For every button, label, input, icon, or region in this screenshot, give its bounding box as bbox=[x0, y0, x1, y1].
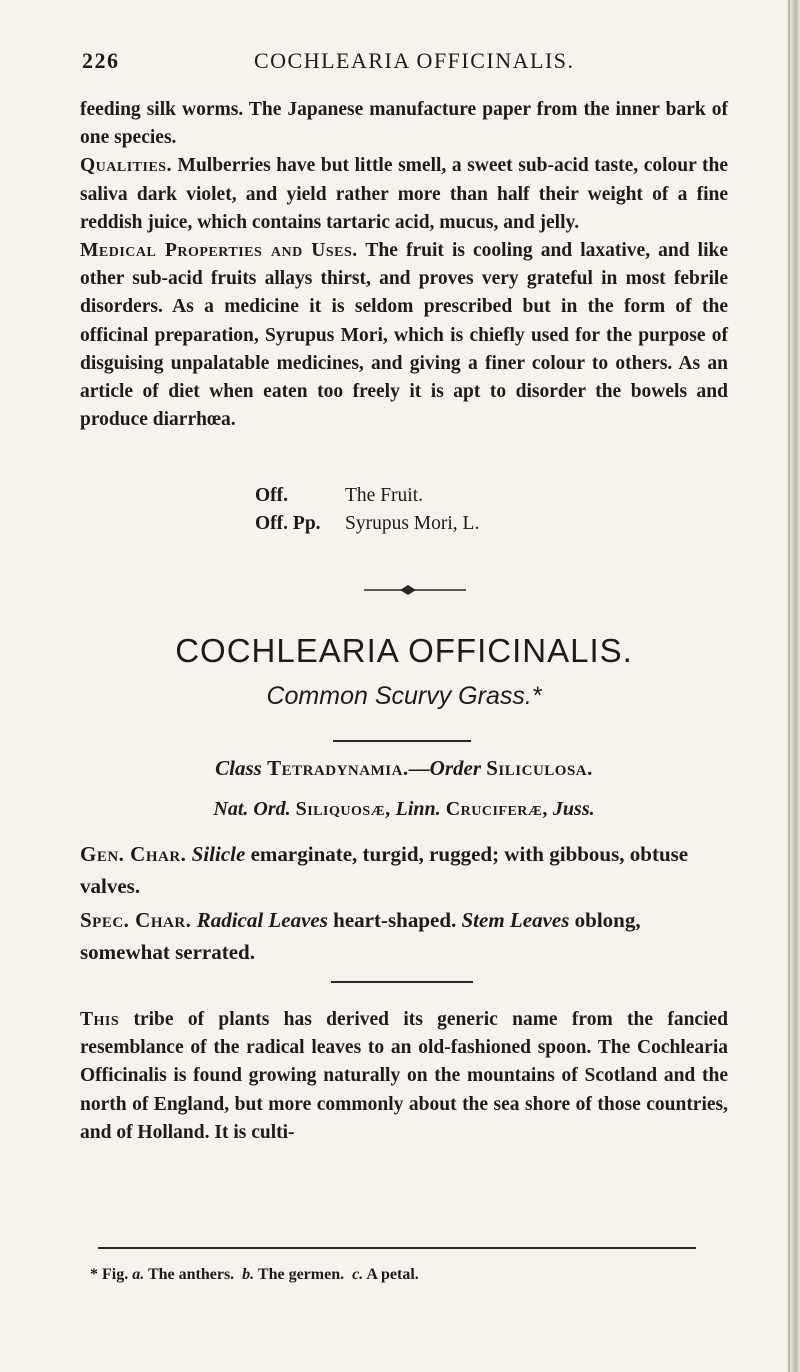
officinal-row bbox=[255, 482, 675, 510]
running-title: COCHLEARIA OFFICINALIS. bbox=[254, 48, 575, 73]
order-value: Siliculosa. bbox=[486, 756, 593, 780]
footnote-b-label: b. bbox=[242, 1266, 255, 1283]
officinal-row bbox=[255, 510, 675, 538]
footnote-mark: * bbox=[90, 1266, 98, 1283]
spec-char-label: Spec. Char. bbox=[80, 908, 192, 932]
qualities-text: Mulberries have but little smell, a sweet sub-acid taste, colour the saliva dark violet, and yield rather more than half their weight of a fine reddish juice, which contains tartaric acid, mucus, and jelly. bbox=[80, 155, 728, 233]
spec-char-text-2: oblong, somewhat serrated. bbox=[80, 908, 641, 964]
officinal-value: Syrupus Mori, L. bbox=[345, 513, 480, 534]
officinal-list bbox=[255, 482, 675, 538]
nat-ord-authority-2: Juss. bbox=[552, 798, 595, 820]
natural-order-line bbox=[80, 798, 728, 821]
gen-char-term: Silicle bbox=[191, 842, 246, 866]
classification-line bbox=[80, 756, 728, 781]
title-rule bbox=[333, 740, 471, 742]
article-subtitle: Common Scurvy Grass.* bbox=[266, 682, 542, 710]
nat-ord-label: Nat. Ord. bbox=[213, 798, 291, 820]
footnote bbox=[90, 1266, 710, 1284]
intro-text: feeding silk worms. The Japanese manufacture paper from the inner bark of one species. bbox=[80, 99, 728, 149]
specific-character bbox=[80, 904, 728, 968]
order-label: Order bbox=[429, 756, 481, 780]
class-label: Class bbox=[215, 756, 262, 780]
footnote-rule bbox=[98, 1247, 696, 1249]
spec-char-term-1: Radical Leaves bbox=[196, 908, 328, 932]
footnote-c-label: c. bbox=[352, 1266, 364, 1283]
body-lead-word: This bbox=[80, 1009, 120, 1030]
body-text-paragraph bbox=[80, 1006, 728, 1147]
footnote-a-label: a. bbox=[132, 1266, 145, 1283]
spec-char-text-1: heart-shaped. bbox=[327, 908, 462, 932]
gen-char-text: emarginate, turgid, rugged; with gibbous, obtuse valves. bbox=[80, 842, 689, 898]
footnote-c-text: A petal. bbox=[366, 1266, 419, 1283]
nat-ord-value-1: Siliquosæ, bbox=[295, 798, 391, 820]
nat-ord-value-2: Cruciferæ, bbox=[445, 798, 548, 820]
class-value: Tetradynamia. bbox=[267, 756, 409, 780]
footnote-a-text: The anthers. bbox=[147, 1266, 235, 1283]
section-ornament bbox=[360, 582, 470, 598]
medical-paragraph bbox=[80, 237, 728, 434]
nat-ord-authority-1: Linn. bbox=[395, 798, 441, 820]
officinal-abbr: Off. Pp. bbox=[255, 513, 321, 534]
medical-text: The fruit is cooling and laxative, and like other sub-acid fruits allays thirst, and proves very grateful in most febrile disorders. As a medicine it is seldom prescribed but in the form of the officinal preparation, Syrupus Mori, which is chiefly used for the purpose of disguising unpalatable medicines, and giving a finer colour to others. As an article of diet when eaten too freely it is apt to disorder the bowels and produce diarrhœa. bbox=[80, 240, 729, 431]
body-text: tribe of plants has derived its generic name from the fancied resemblance of the radical leaves to an old-fashioned spoon. The Cochlearia Officinalis is found growing naturally on the mountains of Scotland and the north of England, but more commonly about the sea shore of those countries, and of Holland. It is culti- bbox=[80, 1009, 728, 1143]
qualities-paragraph bbox=[80, 152, 728, 237]
mulberry-text-block bbox=[80, 96, 728, 434]
footnote-fig: Fig. bbox=[102, 1266, 129, 1283]
qualities-label: Qualities. bbox=[80, 155, 172, 177]
order-separator: — bbox=[408, 756, 430, 780]
generic-character bbox=[80, 838, 728, 902]
section-rule bbox=[331, 981, 473, 983]
page-number: 226 bbox=[82, 48, 120, 73]
intro-paragraph bbox=[80, 96, 728, 152]
officinal-abbr: Off. bbox=[255, 485, 289, 506]
gen-char-label: Gen. Char. bbox=[80, 842, 187, 866]
officinal-value: The Fruit. bbox=[345, 485, 423, 506]
footnote-b-text: The germen. bbox=[257, 1266, 345, 1283]
page-edge-line bbox=[788, 0, 790, 1372]
article-title: COCHLEARIA OFFICINALIS. bbox=[175, 632, 633, 669]
spec-char-term-2: Stem Leaves bbox=[461, 908, 570, 932]
body-paragraph bbox=[80, 1006, 728, 1147]
running-header bbox=[82, 48, 722, 82]
medical-label: Medical Properties and Uses. bbox=[80, 240, 358, 262]
